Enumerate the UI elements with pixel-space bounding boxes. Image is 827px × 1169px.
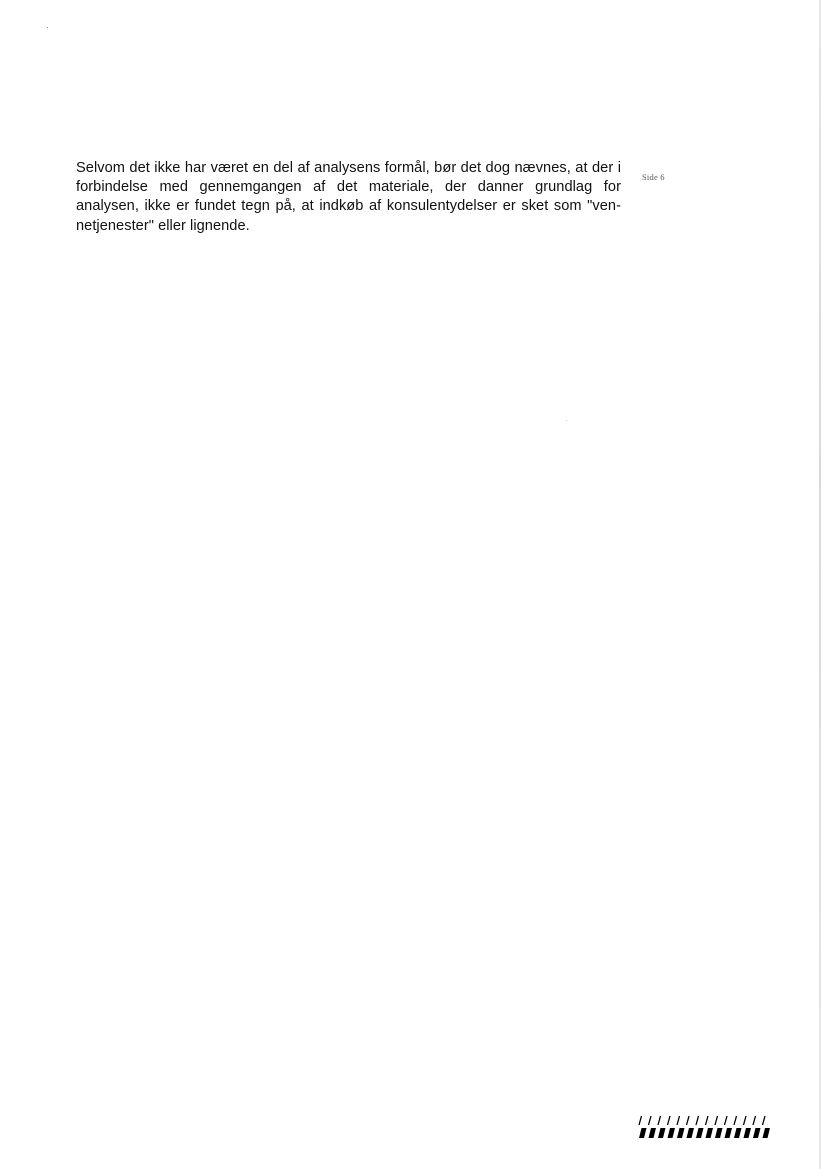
stamp-stripe: [744, 1116, 747, 1125]
scan-speck: [47, 27, 48, 28]
striped-stamp-icon: [636, 1115, 770, 1139]
scan-edge: [819, 0, 821, 1169]
stamp-stripe: [658, 1116, 661, 1125]
stamp-stripe: [753, 1116, 756, 1125]
stamp-stripe: [706, 1116, 709, 1125]
stamp-stripe: [677, 1116, 680, 1125]
stamp-block: [763, 1128, 771, 1138]
stamp-block: [668, 1128, 676, 1138]
stamp-block: [753, 1128, 761, 1138]
scan-speck: [566, 420, 567, 421]
stamp-stripe: [687, 1116, 690, 1125]
stamp-block: [734, 1128, 742, 1138]
stamp-stripe: [734, 1116, 737, 1125]
stamp-block: [649, 1128, 657, 1138]
stamp-stripe: [668, 1116, 671, 1125]
body-paragraph: Selvom det ikke har været en del af analysens formål, bør det dog nævnes, at der i forbindelse med gennemgangen af det materiale, der danner grundlag for analysen, ikke er fundet tegn på, at indkøb af konsulentydelser er sket som "ven- netjenester" eller lignende.: [76, 160, 621, 234]
stamp-block: [658, 1128, 666, 1138]
stamp-stripe: [639, 1116, 642, 1125]
stamp-stripe: [715, 1116, 718, 1125]
stamp-block: [639, 1128, 647, 1138]
stamp-stripe: [649, 1116, 652, 1125]
page-number: Side 6: [642, 172, 665, 182]
stamp-block: [696, 1128, 704, 1138]
stamp-stripe: [725, 1116, 728, 1125]
stamp-block: [677, 1128, 685, 1138]
stamp-block: [706, 1128, 714, 1138]
stamp-stripe: [696, 1116, 699, 1125]
stamp-block: [744, 1128, 752, 1138]
stamp-block: [725, 1128, 733, 1138]
stamp-block: [687, 1128, 695, 1138]
stamp-stripe: [763, 1116, 766, 1125]
stamp-block: [715, 1128, 723, 1138]
